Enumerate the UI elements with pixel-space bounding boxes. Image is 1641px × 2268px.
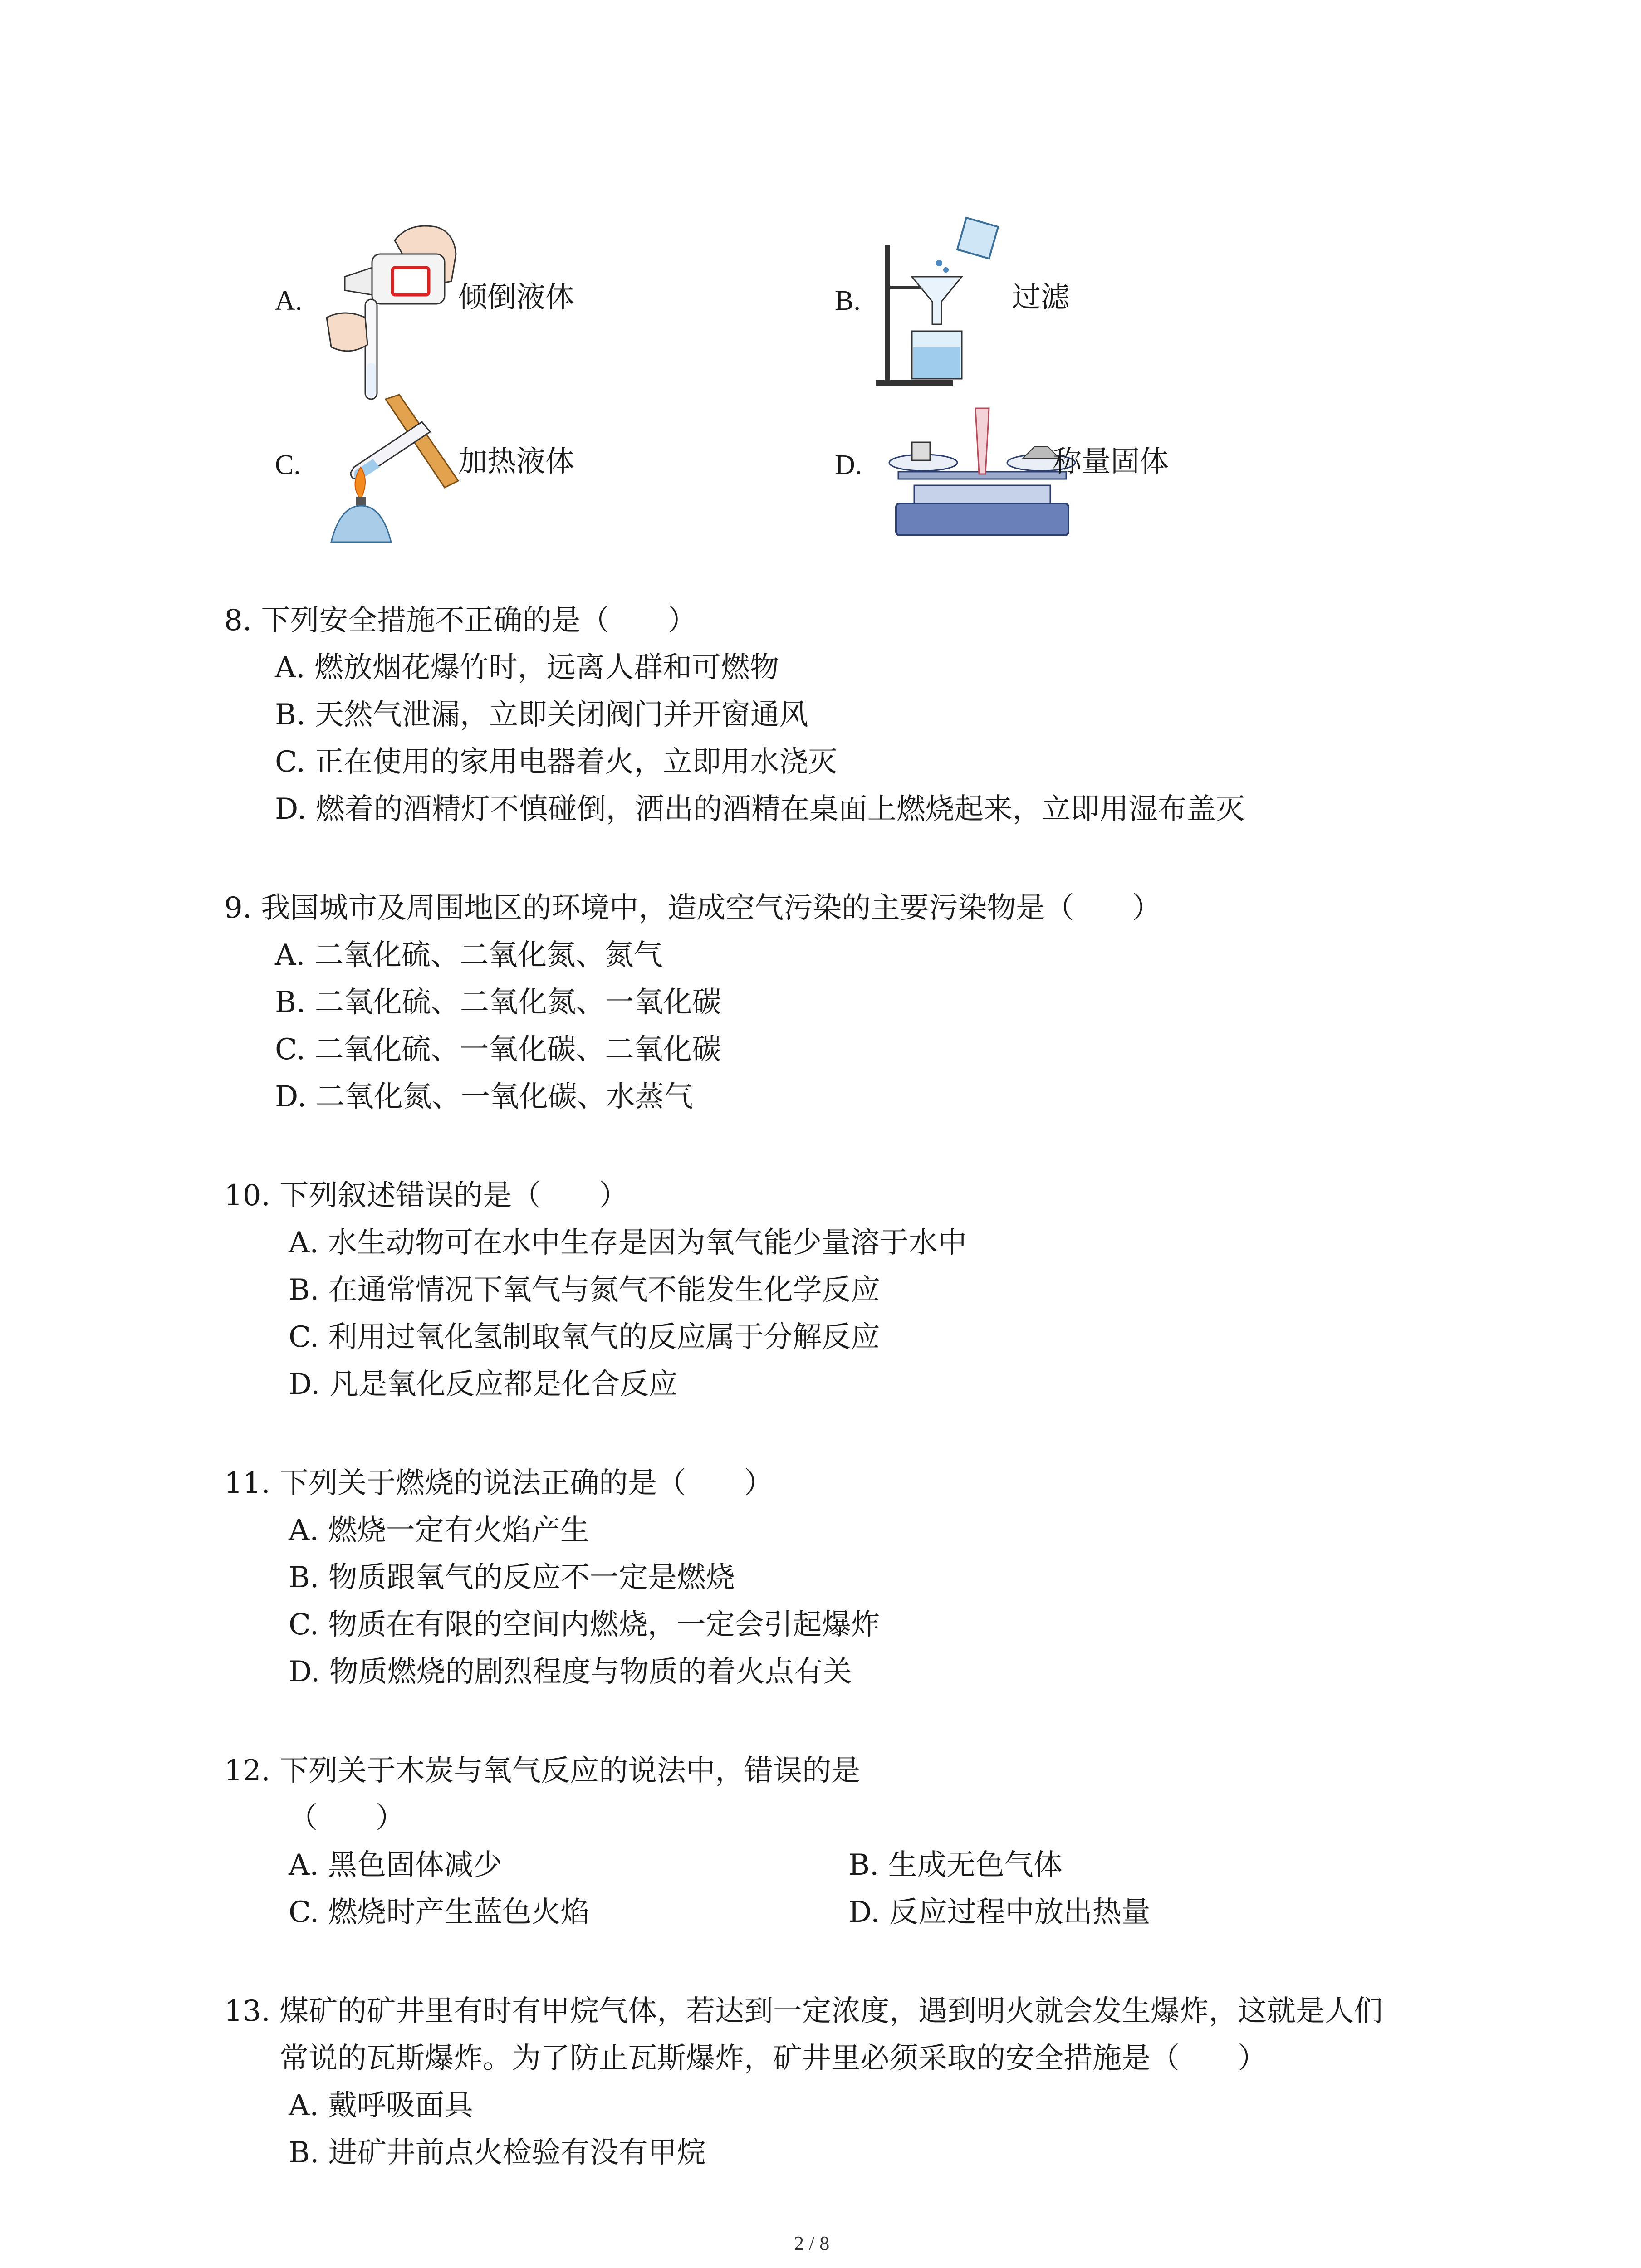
question-11-stem: 11. 下列关于燃烧的说法正确的是（ ） [224,1466,774,1500]
pour-liquid-icon [318,213,467,404]
question-12-answer-blank: （ ） [289,1801,405,1835]
q13-option-a: A. 戴呼吸面具 [289,2089,473,2122]
option-a-letter: A. [275,285,303,316]
heat-liquid-icon [318,390,467,547]
q11-option-d: D. 物质燃烧的剧烈程度与物质的着火点有关 [289,1655,852,1689]
page-number: 2 / 8 [794,2232,830,2254]
q9-option-c: C. 二氧化硫、一氧化碳、二氧化碳 [275,1033,721,1066]
q8-option-c: C. 正在使用的家用电器着火，立即用水浇灭 [275,745,838,779]
q8-option-a: A. 燃放烟花爆竹时，远离人群和可燃物 [275,651,779,684]
option-a-label: 倾倒液体 [458,281,574,314]
q8-option-d: D. 燃着的酒精灯不慎碰倒，洒出的酒精在桌面上燃烧起来，立即用湿布盖灭 [275,792,1245,826]
q12-option-a: A. 黑色固体减少 [289,1848,502,1882]
option-c-letter: C. [275,450,301,480]
question-13-stem-line-2: 常说的瓦斯爆炸。为了防止瓦斯爆炸，矿井里必须采取的安全措施是（ ） [279,2042,1267,2075]
q11-option-b: B. 物质跟氧气的反应不一定是燃烧 [289,1561,735,1594]
q10-option-c: C. 利用过氧化氢制取氧气的反应属于分解反应 [289,1320,880,1354]
q13-option-b: B. 进矿井前点火检验有没有甲烷 [289,2136,706,2170]
q11-option-c: C. 物质在有限的空间内燃烧，一定会引起爆炸 [289,1608,880,1642]
q8-option-b: B. 天然气泄漏，立即关闭阀门并开窗通风 [275,698,808,732]
q10-option-b: B. 在通常情况下氧气与氮气不能发生化学反应 [289,1273,880,1307]
question-9-stem: 9. 我国城市及周围地区的环境中，造成空气污染的主要污染物是（ ） [224,891,1161,925]
option-d-label: 称量固体 [1053,445,1169,479]
q11-option-a: A. 燃烧一定有火焰产生 [289,1514,589,1547]
question-10-stem: 10. 下列叙述错误的是（ ） [224,1179,628,1212]
question-12-stem: 12. 下列关于木炭与氧气反应的说法中，错误的是 [224,1754,861,1788]
option-d-letter: D. [835,450,862,480]
q12-option-b: B. 生成无色气体 [848,1848,1063,1882]
q10-option-d: D. 凡是氧化反应都是化合反应 [289,1368,678,1401]
question-13-stem-line-1: 13. 煤矿的矿井里有时有甲烷气体，若达到一定浓度，遇到明火就会发生爆炸，这就是人们 [224,1994,1383,2028]
q9-option-d: D. 二氧化氮、一氧化碳、水蒸气 [275,1080,693,1114]
q12-option-d: D. 反应过程中放出热量 [848,1896,1151,1929]
question-8-stem: 8. 下列安全措施不正确的是（ ） [224,604,697,637]
option-b-label: 过滤 [1012,281,1070,314]
q9-option-b: B. 二氧化硫、二氧化氮、一氧化碳 [275,986,721,1019]
q9-option-a: A. 二氧化硫、二氧化氮、氮气 [275,938,663,972]
option-c-label: 加热液体 [458,445,574,479]
option-b-letter: B. [835,285,861,316]
balance-scale-icon [887,390,1078,544]
q10-option-a: A. 水生动物可在水中生存是因为氧气能少量溶于水中 [289,1226,967,1260]
q12-option-c: C. 燃烧时产生蓝色火焰 [289,1896,590,1929]
filtration-icon [876,209,1003,390]
